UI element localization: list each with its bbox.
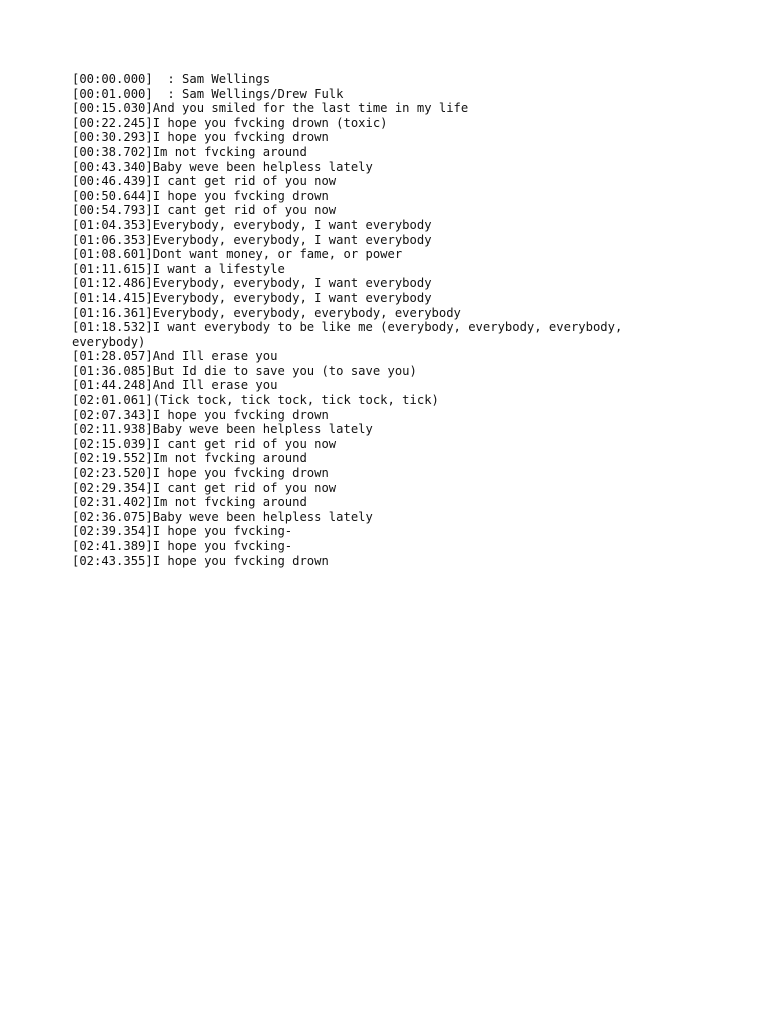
lyric-line: [00:50.644]I hope you fvcking drown: [72, 188, 329, 203]
lyric-line: [00:30.293]I hope you fvcking drown: [72, 130, 329, 145]
lyric-line: [02:31.402]Im not fvcking around: [72, 495, 307, 510]
lyrics-document: [72, 72, 696, 568]
lyric-line: [02:36.075]Baby weve been helpless lately: [72, 509, 373, 524]
lyric-line: [01:14.415]Everybody, everybody, I want everybody: [72, 290, 432, 305]
lyric-line: [02:41.389]I hope you fvcking-: [72, 539, 293, 553]
lyric-line: [00:22.245]I hope you fvcking drown (toxic): [72, 115, 388, 130]
lyric-line: [02:15.039]I cant get rid of you now: [72, 436, 337, 451]
lyric-line: [02:29.354]I cant get rid of you now: [72, 480, 337, 495]
lyric-line: [01:12.486]Everybody, everybody, I want everybody: [72, 276, 432, 291]
lyric-line: [02:43.355]I hope you fvcking drown: [72, 553, 329, 568]
lyric-line: [00:43.340]Baby weve been helpless lately: [72, 159, 373, 174]
lyric-line: [02:11.938]Baby weve been helpless lately: [72, 422, 373, 437]
lyric-line: [01:44.248]And Ill erase you: [72, 378, 278, 393]
lyric-line: [00:38.702]Im not fvcking around: [72, 144, 307, 159]
lyric-line: [01:04.353]Everybody, everybody, I want everybody: [72, 217, 432, 232]
lyric-line: [01:28.057]And Ill erase you: [72, 349, 278, 364]
lyric-line: [01:18.532]I want everybody to be like me (everybody, everybody, everybody, everybody): [72, 320, 630, 349]
lyric-line: [00:15.030]And you smiled for the last time in my life: [72, 101, 469, 116]
lyric-line: [01:16.361]Everybody, everybody, everybody, everybody: [72, 305, 461, 320]
lyric-line: [01:08.601]Dont want money, or fame, or power: [72, 247, 403, 262]
lyric-line: [02:23.520]I hope you fvcking drown: [72, 466, 329, 481]
lyric-line: [01:11.615]I want a lifestyle: [72, 261, 285, 276]
lyric-line: [02:07.343]I hope you fvcking drown: [72, 407, 329, 422]
lyric-line: [00:46.439]I cant get rid of you now: [72, 174, 337, 189]
lyric-line-credit-2: [00:01.000] : Sam Wellings/Drew Fulk: [72, 86, 344, 101]
lyric-line: [01:06.353]Everybody, everybody, I want everybody: [72, 232, 432, 247]
lyric-line-credit-1: [00:00.000] : Sam Wellings: [72, 72, 271, 86]
lyric-line: [00:54.793]I cant get rid of you now: [72, 203, 337, 218]
lyric-line: [02:19.552]Im not fvcking around: [72, 451, 307, 466]
lyric-line: [02:39.354]I hope you fvcking-: [72, 524, 293, 539]
lyric-line: [02:01.061](Tick tock, tick tock, tick tock, tick): [72, 393, 439, 408]
lyric-line: [01:36.085]But Id die to save you (to save you): [72, 363, 417, 378]
